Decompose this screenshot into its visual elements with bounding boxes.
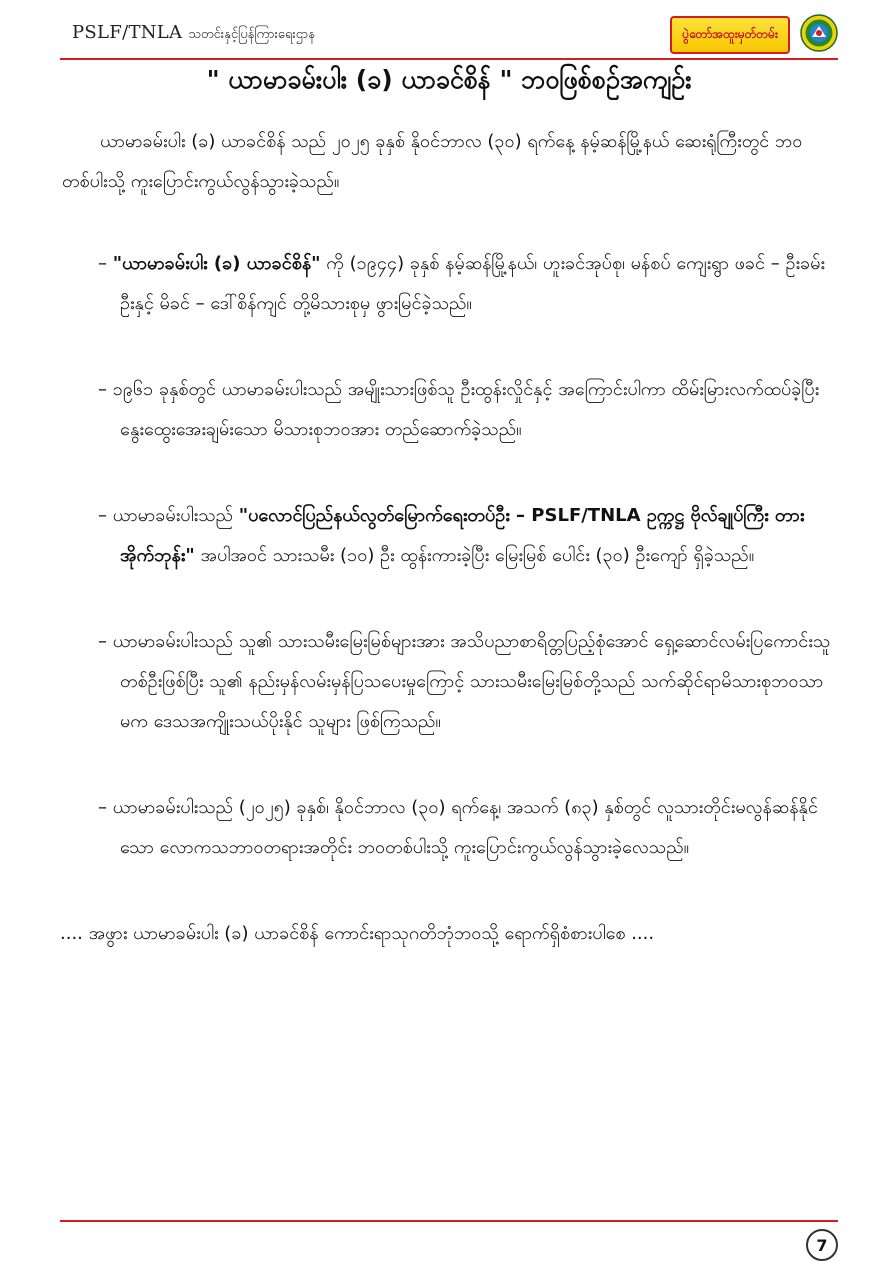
page-header (60, 14, 838, 58)
footer-divider (60, 1220, 838, 1222)
bullet-bold-text: "ပလောင်ပြည်နယ်လွတ်မြောက်ရေးတပ်ဦး – PSLF/TNLA ဥက္ကဋ္ဌ ဗိုလ်ချုပ်ကြီး တားအိုက်ဘုန်း" (120, 505, 805, 566)
header-badge: ပွဲတော်အထူးမှတ်တမ်း (670, 16, 790, 54)
bullet-text: ကို (၁၉၄၄) ခုနှစ် နမ့်ဆန်မြို့နယ်၊ ဟူးခင်အုပ်စု၊ မန်စပ် ကျေးရွာ ဖခင် – ဦးခမ်းဦးနှင့် မိခင် – ဒေါ်စိန်ကျင် တို့မိသားစုမှ ဖွားမြင်ခဲ့သည်။ (120, 253, 825, 314)
header-divider (60, 58, 838, 60)
bullet-text: ၁၉၆၁ ခုနှစ်တွင် ယာမာခမ်းပါးသည် အမျိုးသားဖြစ်သူ ဦးထွန်းလှိုင်နှင့် အကြောင်းပါကာ ထိမ်းမြားလက်ထပ်ခဲ့ပြီး နွေးထွေးအေးချမ်းသော မိသားစုဘဝအား တည်ဆောက်ခဲ့သည်။ (112, 379, 820, 440)
header-org-name: PSLF/TNLA (72, 22, 183, 43)
bullet-marriage (62, 370, 838, 450)
bullet-bold-text: "ယာမာခမ်းပါး (ခ) ယာခင်စိန်" (112, 253, 321, 274)
bullet-prefix: – (98, 631, 113, 652)
bullet-prefix: – (98, 253, 113, 274)
bullet-text: အပါအဝင် သားသမီး (၁၀) ဦး ထွန်းကားခဲ့ပြီး မြေးမြစ် ပေါင်း (၃၀) ဦးကျော် ရှိခဲ့သည်။ (194, 545, 755, 566)
party-emblem-icon (800, 14, 838, 52)
header-subtitle: သတင်းနှင့်ပြန်ကြားရေးဌာန (188, 27, 316, 42)
bullet-prefix: – (98, 379, 113, 400)
bullet-prefix: – (98, 505, 113, 526)
bullet-birth (62, 244, 838, 324)
bullet-guidance (62, 622, 838, 742)
bullet-passing (62, 788, 838, 868)
bullet-text-lead: ယာမာခမ်းပါးသည် (112, 505, 239, 526)
bullet-text: ယာမာခမ်းပါးသည် (၂၀၂၅) ခုနှစ်၊ နိုဝင်ဘာလ (၃၀) ရက်နေ့၊ အသက် (၈၃) နှစ်တွင် လူသားတိုင်းမလွန်ဆန်နိုင်သော လောကသဘာဝတရားအတိုင်း ဘဝတစ်ပါးသို့ ကူးပြောင်းကွယ်လွန်သွားခဲ့လေသည်။ (112, 797, 818, 858)
page-number: 7 (806, 1229, 838, 1261)
closing-prayer: .... အဖွား ယာမာခမ်းပါး (ခ) ယာခင်စိန် ကောင်းရာသုဂတိဘုံဘဝသို့ ရောက်ရှိစံစားပါစေ .... (60, 923, 655, 944)
bullet-text: ယာမာခမ်းပါးသည် သူ၏ သားသမီးမြေးမြစ်များအား အသိပညာစာရိတ္တပြည့်စုံအောင် ရှေ့ဆောင်လမ်းပြကောင်းသူတစ်ဦးဖြစ်ပြီး သူ၏ နည်းမှန်လမ်းမှန်ပြသပေးမှုကြောင့် သားသမီးမြေးမြစ်တို့သည် သက်ဆိုင်ရာမိသားစုဘဝသာမက ဒေသအကျိုးသယ်ပိုးနိုင် သူများ ဖြစ်ကြသည်။ (112, 631, 831, 732)
intro-paragraph: ယာမာခမ်းပါး (ခ) ယာခင်စိန် သည် ၂၀၂၅ ခုနှစ် နိုဝင်ဘာလ (၃၀) ရက်နေ့ နမ့်ဆန်မြို့နယ် ဆေးရုံကြီးတွင် ဘဝတစ်ပါးသို့ ကူးပြောင်းကွယ်လွန်သွားခဲ့သည်။ (62, 131, 803, 192)
bullet-prefix: – (98, 797, 113, 818)
article-body (62, 122, 838, 954)
bullet-children (62, 496, 838, 576)
header-org (72, 22, 315, 45)
page-title: " ယာမာခမ်းပါး (ခ) ယာခင်စိန် " ဘဝဖြစ်စဉ်အကျဉ်း (206, 65, 692, 94)
